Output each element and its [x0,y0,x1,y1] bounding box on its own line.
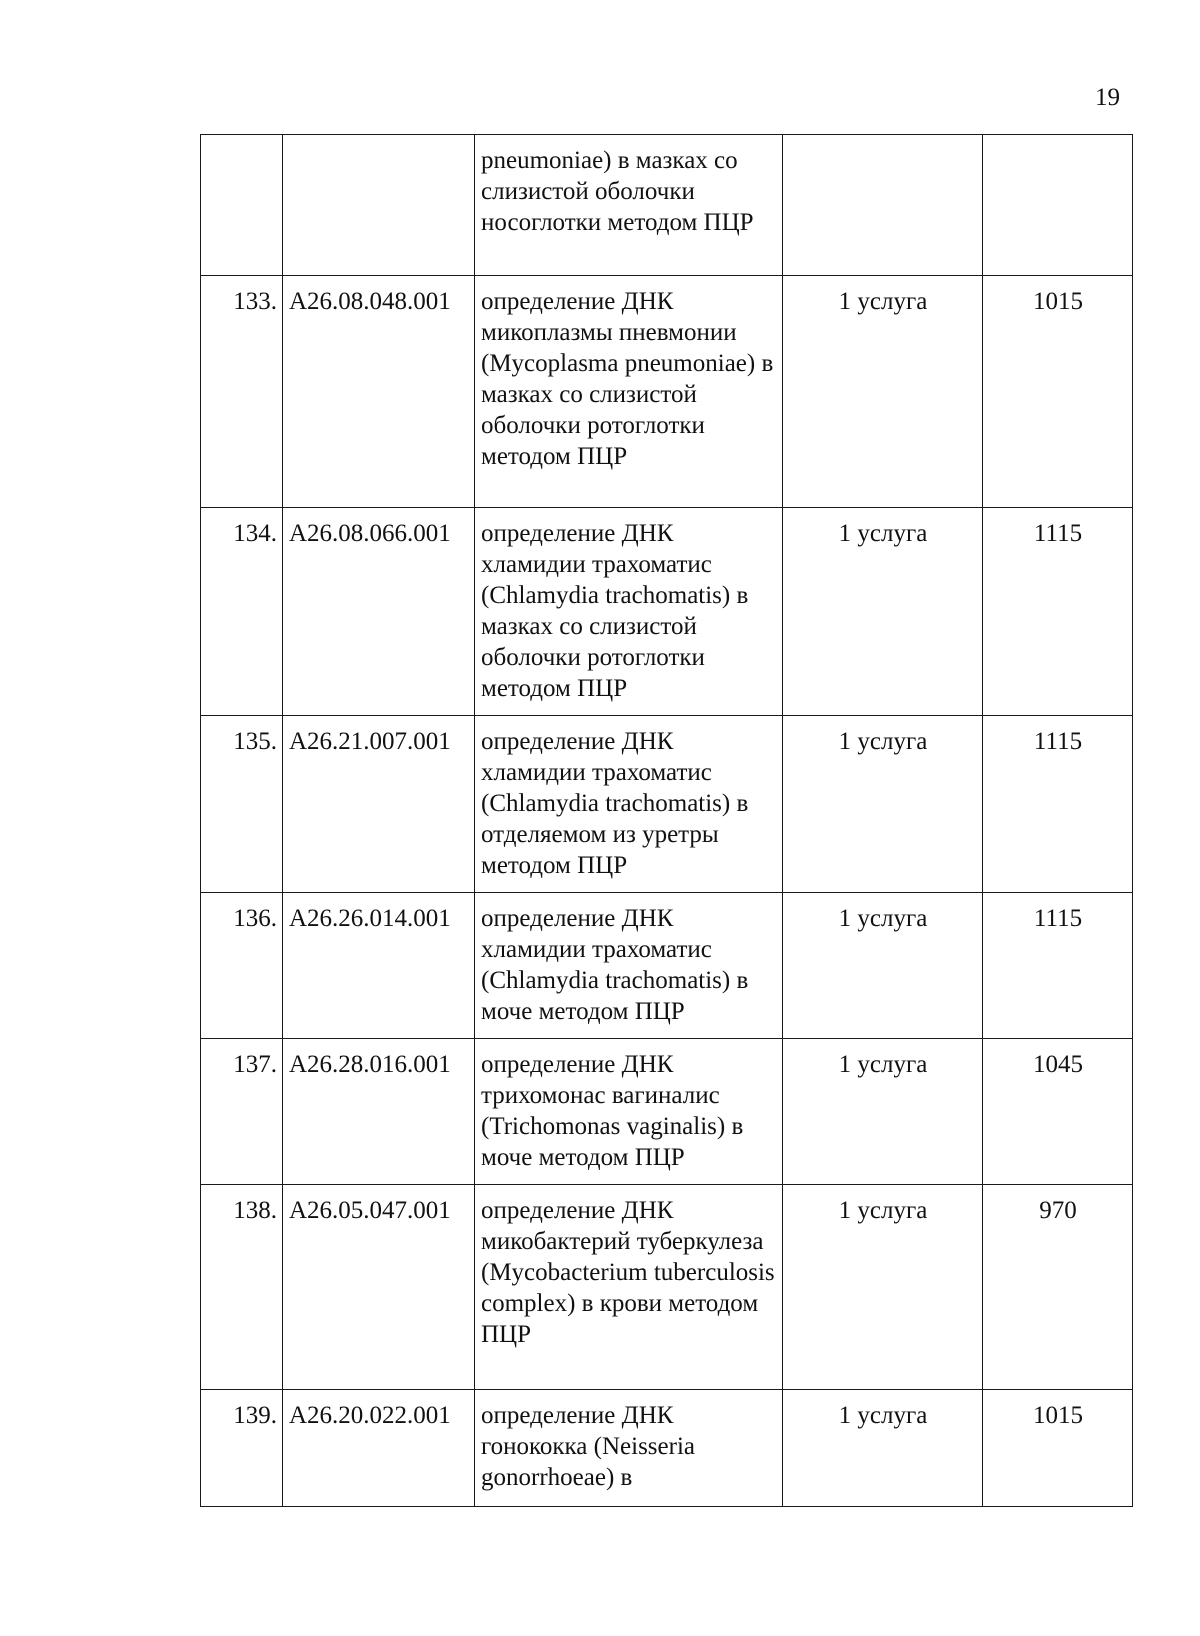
table-row [201,716,1133,893]
row-number: 135. [201,716,283,893]
service-code: A26.26.014.001 [283,893,475,1039]
row-number: 139. [201,1390,283,1507]
service-unit [783,135,983,276]
service-price: 1015 [983,276,1133,508]
service-unit: 1 услуга [783,1185,983,1390]
row-number [201,135,283,276]
service-name: pneumoniae) в мазках со слизистой оболочки носоглотки методом ПЦР [475,135,783,276]
row-number: 137. [201,1039,283,1185]
service-unit: 1 услуга [783,716,983,893]
page-number: 19 [1095,84,1120,111]
table-row [201,893,1133,1039]
service-name: определение ДНК микоплазмы пневмонии (Mycoplasma pneumoniae) в мазках со слизистой оболочки ротоглотки методом ПЦР [475,276,783,508]
table-row [201,508,1133,716]
row-number: 138. [201,1185,283,1390]
service-unit: 1 услуга [783,1390,983,1507]
service-name: определение ДНК хламидии трахоматис (Chlamydia trachomatis) в моче методом ПЦР [475,893,783,1039]
service-name: определение ДНК трихомонас вагиналис (Trichomonas vaginalis) в моче методом ПЦР [475,1039,783,1185]
services-table [200,134,1133,1507]
service-price: 970 [983,1185,1133,1390]
row-number: 134. [201,508,283,716]
service-code: A26.08.066.001 [283,508,475,716]
service-code: A26.08.048.001 [283,276,475,508]
services-table-body [201,135,1133,1507]
service-code [283,135,475,276]
service-price: 1115 [983,716,1133,893]
table-row [201,1390,1133,1507]
service-price: 1115 [983,508,1133,716]
table-row [201,276,1133,508]
row-number: 133. [201,276,283,508]
service-unit: 1 услуга [783,893,983,1039]
service-price: 1045 [983,1039,1133,1185]
service-unit: 1 услуга [783,508,983,716]
service-unit: 1 услуга [783,276,983,508]
table-row [201,1039,1133,1185]
table-row [201,135,1133,276]
service-price: 1115 [983,893,1133,1039]
service-name: определение ДНК гонококка (Neisseria gonorrhoeae) в [475,1390,783,1507]
service-unit: 1 услуга [783,1039,983,1185]
service-code: A26.20.022.001 [283,1390,475,1507]
service-name: определение ДНК хламидии трахоматис (Chlamydia trachomatis) в мазках со слизистой оболочки ротоглотки методом ПЦР [475,508,783,716]
service-price: 1015 [983,1390,1133,1507]
service-name: определение ДНК микобактерий туберкулеза (Mycobacterium tuberculosis complex) в крови методом ПЦР [475,1185,783,1390]
service-code: A26.28.016.001 [283,1039,475,1185]
row-number: 136. [201,893,283,1039]
table-row [201,1185,1133,1390]
service-code: A26.05.047.001 [283,1185,475,1390]
service-price [983,135,1133,276]
service-name: определение ДНК хламидии трахоматис (Chlamydia trachomatis) в отделяемом из уретры методом ПЦР [475,716,783,893]
service-code: A26.21.007.001 [283,716,475,893]
